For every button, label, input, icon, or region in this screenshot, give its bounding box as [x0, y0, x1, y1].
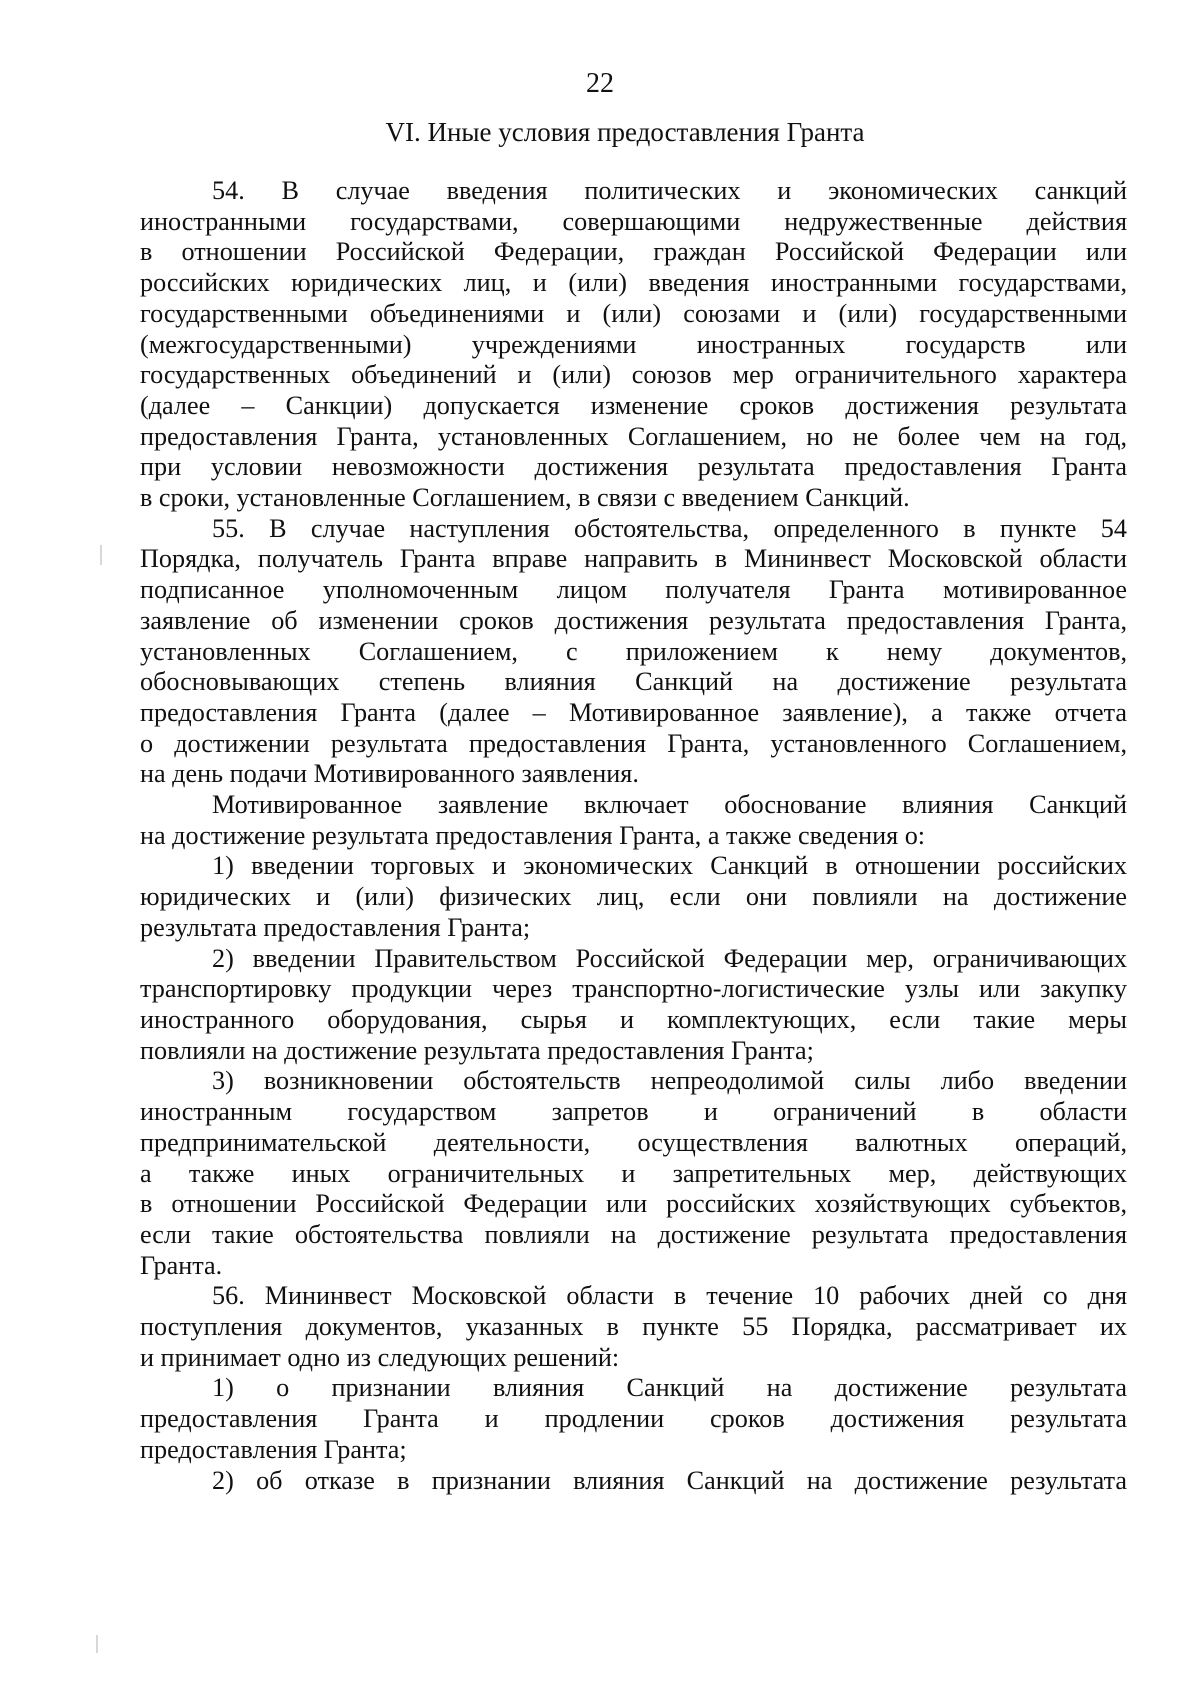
text-line: подписанное уполномоченным лицом получателя Гранта мотивированное [140, 575, 1127, 605]
text-line: результата предоставления Гранта; [140, 912, 531, 942]
text-line: предоставления Гранта, установленных Соглашением, но не более чем на год, [140, 421, 1127, 451]
text-line: иностранного оборудования, сырья и комплектующих, если такие меры [140, 1004, 1127, 1034]
document-body [140, 176, 1127, 1496]
text-line: повлияли на достижение результата предоставления Гранта; [140, 1035, 814, 1065]
text-line: в сроки, установленные Соглашением, в связи с введением Санкций. [140, 483, 910, 513]
text-line: транспортировку продукции через транспортно-логистические узлы или закупку [140, 974, 1127, 1004]
text-line: в отношении Российской Федерации или российских хозяйствующих субъектов, [140, 1189, 1127, 1219]
text-line: (далее – Санкции) допускается изменение сроков достижения результата [140, 390, 1127, 420]
text-line: о достижении результата предоставления Гранта, установленного Соглашением, [140, 728, 1127, 758]
text-line: российских юридических лиц, и (или) введения иностранными государствами, [140, 268, 1127, 298]
text-line: 55. В случае наступления обстоятельства, определенного в пункте 54 [212, 513, 1127, 543]
text-line: при условии невозможности достижения результата предоставления Гранта [140, 452, 1127, 482]
text-line: иностранным государством запретов и ограничений в области [140, 1097, 1127, 1127]
text-line: предоставления Гранта (далее – Мотивированное заявление), а также отчета [140, 697, 1127, 727]
text-line: юридических и (или) физических лиц, если они повлияли на достижение [140, 882, 1127, 912]
text-line: на день подачи Мотивированного заявления. [140, 759, 639, 789]
text-line: государственными объединениями и (или) союзами и (или) государственными [140, 298, 1127, 328]
text-line: предоставления Гранта и продлении сроков достижения результата [140, 1404, 1127, 1434]
text-line: Порядка, получатель Гранта вправе направить в Мининвест Московской области [140, 544, 1127, 574]
text-line: а также иных ограничительных и запретительных мер, действующих [140, 1158, 1127, 1188]
text-line: государственных объединений и (или) союзов мер ограничительного характера [140, 360, 1127, 390]
scan-margin-mark [96, 1635, 98, 1653]
text-line: иностранными государствами, совершающими недружественные действия [140, 206, 1127, 236]
text-line: Гранта. [140, 1250, 223, 1280]
text-line: обосновывающих степень влияния Санкций на достижение результата [140, 667, 1127, 697]
text-line: 1) о признании влияния Санкций на достижение результата [212, 1373, 1127, 1403]
text-line: предоставления Гранта; [140, 1434, 407, 1464]
text-line: если такие обстоятельства повлияли на достижение результата предоставления [140, 1219, 1127, 1249]
text-line: и принимает одно из следующих решений: [140, 1342, 620, 1372]
text-line: в отношении Российской Федерации, граждан Российской Федерации или [140, 237, 1127, 267]
text-line: поступления документов, указанных в пункте 55 Порядка, рассматривает их [140, 1312, 1127, 1342]
text-line: 56. Мининвест Московской области в течение 10 рабочих дней со дня [212, 1281, 1127, 1311]
text-line: заявление об изменении сроков достижения результата предоставления Гранта, [140, 605, 1127, 635]
section-title: VI. Иные условия предоставления Гранта [385, 117, 865, 147]
text-line: 2) об отказе в признании влияния Санкций на достижение результата [212, 1465, 1127, 1495]
text-line: 3) возникновении обстоятельств непреодолимой силы либо введении [212, 1066, 1127, 1096]
text-line: на достижение результата предоставления Гранта, а также сведения о: [140, 820, 926, 850]
text-line: 54. В случае введения политических и экономических санкций [212, 176, 1127, 205]
text-line: (межгосударственными) учреждениями иностранных государств или [140, 329, 1127, 359]
text-line: установленных Соглашением, с приложением к нему документов, [140, 636, 1127, 666]
text-line: Мотивированное заявление включает обоснование влияния Санкций [212, 790, 1127, 820]
page-number: 22 [586, 68, 614, 99]
text-line: предпринимательской деятельности, осуществления валютных операций, [140, 1127, 1127, 1157]
text-line: 2) введении Правительством Российской Федерации мер, ограничивающих [212, 943, 1127, 973]
scan-margin-mark [100, 545, 102, 565]
text-line: 1) введении торговых и экономических Санкций в отношении российских [212, 851, 1127, 881]
